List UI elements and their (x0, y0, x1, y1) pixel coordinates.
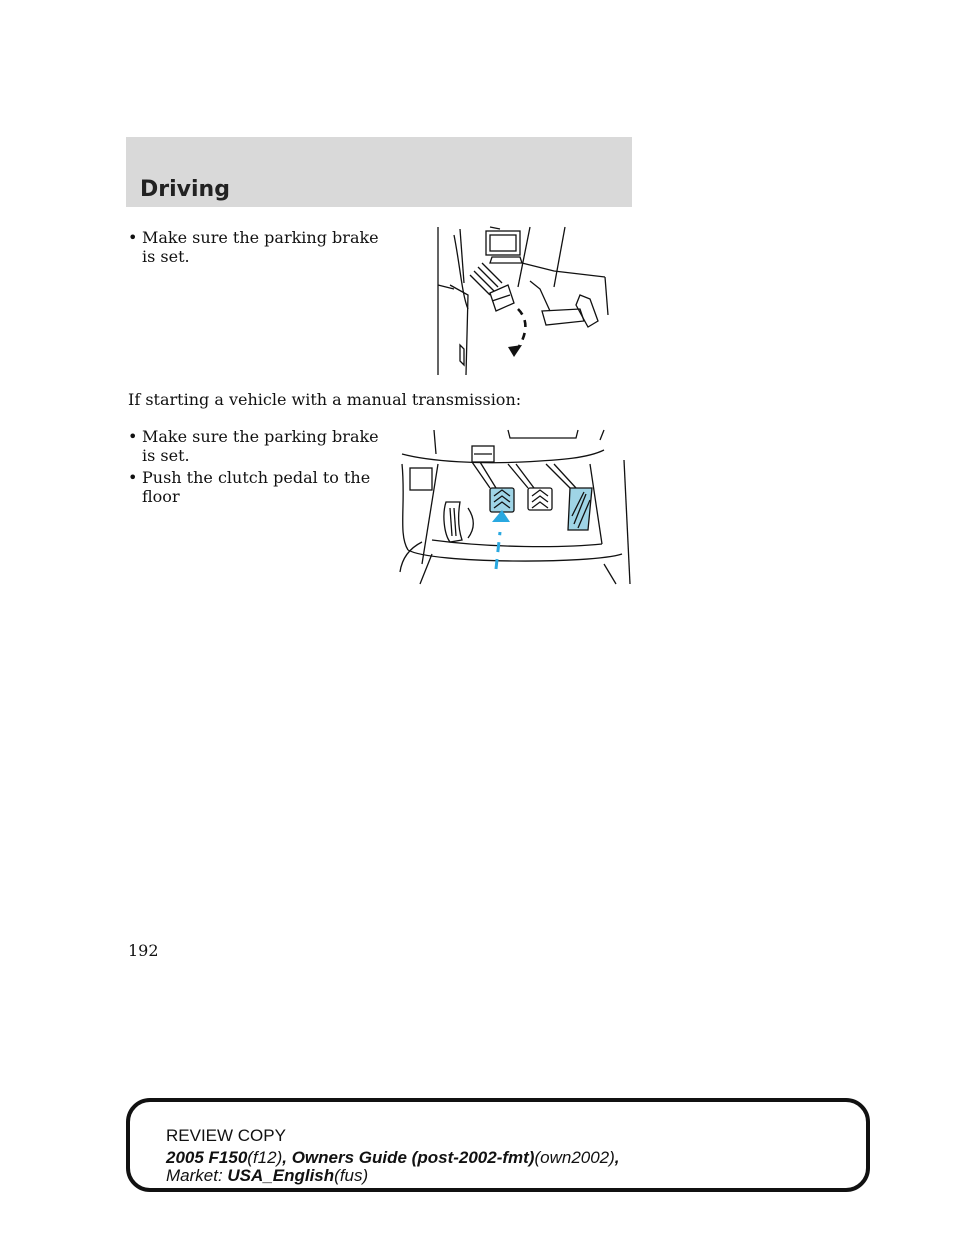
footer-market-line (166, 1166, 368, 1185)
parking-brake-pedal-illustration (430, 225, 625, 383)
section-title: Driving (140, 177, 230, 202)
bullet-text: Push the clutch pedal to the floor (142, 468, 371, 506)
bullet-parking-brake-manual (128, 427, 388, 465)
bullet-text: Make sure the parking brake is set. (142, 228, 379, 266)
footer-sep: , (614, 1148, 620, 1167)
footer-market-code: (fus) (334, 1166, 369, 1185)
footer-review-copy: REVIEW COPY (166, 1126, 286, 1145)
bullet-text: Make sure the parking brake is set. (142, 427, 379, 465)
page-number: 192 (128, 941, 159, 960)
section-header-band (126, 137, 632, 207)
footer-model: 2005 F150 (166, 1148, 248, 1167)
bullet-clutch-pedal (128, 468, 388, 506)
clutch-pedal-illustration (392, 424, 632, 586)
footer-guide: , Owners Guide (post-2002-fmt) (282, 1148, 535, 1167)
bullet-parking-brake-top (128, 228, 388, 266)
footer-market: USA_English (227, 1166, 335, 1185)
bullet-dot: • (128, 427, 138, 446)
manual-transmission-intro: If starting a vehicle with a manual transmission: (128, 390, 522, 409)
bullet-dot: • (128, 468, 138, 487)
footer-model-code: (f12) (247, 1148, 283, 1167)
bullet-dot: • (128, 228, 138, 247)
footer-guide-code: (own2002) (534, 1148, 615, 1167)
review-copy-footer (126, 1098, 870, 1192)
footer-model-line (166, 1148, 620, 1167)
footer-market-label: Market: (166, 1166, 228, 1185)
